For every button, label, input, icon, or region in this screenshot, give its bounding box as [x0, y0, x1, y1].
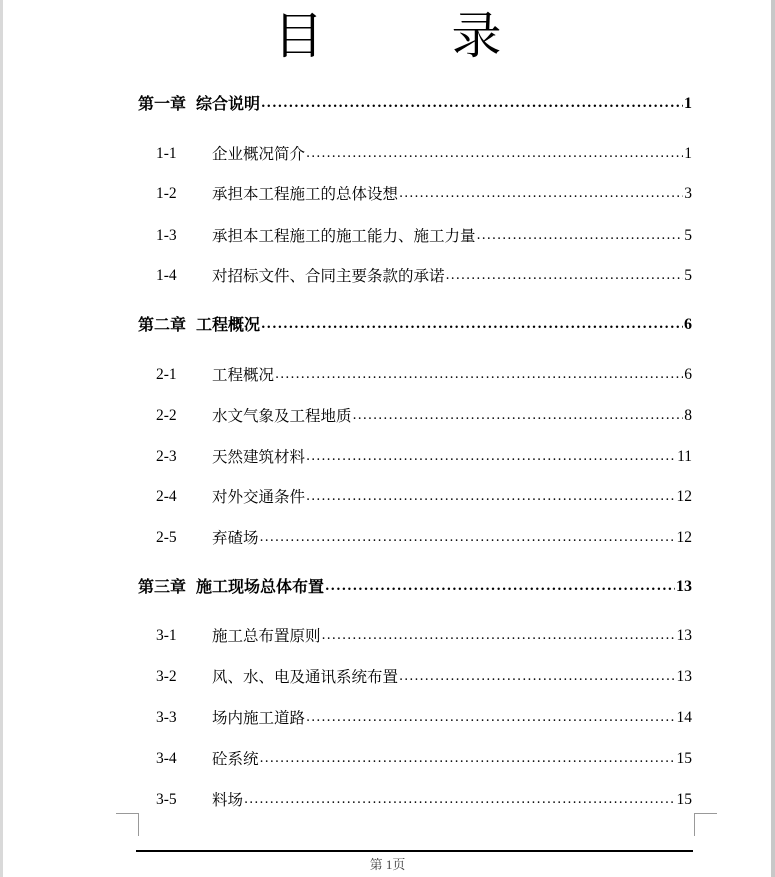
- page-number: 5: [684, 267, 692, 284]
- dot-leader: [322, 626, 676, 646]
- dot-leader: [446, 266, 684, 286]
- dot-leader: [477, 226, 684, 246]
- section-number: 2-2: [156, 407, 177, 424]
- section-number: 3-4: [156, 750, 177, 767]
- page-number: 13: [676, 578, 692, 595]
- section-number: 1-2: [156, 185, 177, 202]
- toc-entry-1-1[interactable]: [138, 142, 692, 164]
- page-number: 1: [684, 145, 692, 162]
- section-label: 弃碴场: [212, 529, 259, 547]
- page-number: 11: [677, 448, 692, 465]
- section-label: 风、水、电及通讯系统布置: [212, 668, 399, 686]
- crop-mark-left: [116, 813, 139, 836]
- section-label: 料场: [212, 791, 244, 809]
- section-label: 工程概况: [212, 366, 275, 384]
- page-number: 15: [676, 750, 692, 767]
- page-number: 8: [684, 407, 692, 424]
- chapter-number: 第三章: [138, 577, 187, 596]
- section-number: 2-4: [156, 488, 177, 505]
- dot-leader: [260, 528, 676, 548]
- toc-entry-2-2[interactable]: [138, 404, 692, 426]
- chapter-number: 第一章: [138, 94, 187, 113]
- dot-leader: [353, 406, 684, 426]
- toc-chapter-3[interactable]: [138, 575, 692, 597]
- section-number: 1-1: [156, 145, 177, 162]
- section-number: 2-3: [156, 448, 177, 465]
- section-label: 砼系统: [212, 750, 259, 768]
- toc-entry-1-3[interactable]: [138, 224, 692, 246]
- section-label: 对外交通条件: [212, 488, 306, 506]
- dot-leader: [260, 749, 676, 769]
- toc-entry-1-4[interactable]: [138, 264, 692, 286]
- section-label: 承担本工程施工的总体设想: [212, 185, 399, 203]
- page-number: 14: [676, 709, 692, 726]
- section-label: 水文气象及工程地质: [212, 407, 352, 425]
- page-number: 1: [684, 95, 692, 112]
- toc-entry-3-3[interactable]: [138, 706, 692, 728]
- section-number: 3-2: [156, 668, 177, 685]
- page-number: 3: [684, 185, 692, 202]
- page-number: 15: [676, 791, 692, 808]
- toc-entry-3-5[interactable]: [138, 788, 692, 810]
- dot-leader: [306, 708, 675, 728]
- toc-entry-1-2[interactable]: [138, 182, 692, 204]
- footer-page-number: 第 1页: [369, 857, 406, 872]
- toc-entry-2-5[interactable]: [138, 526, 692, 548]
- page-number: 6: [684, 316, 692, 333]
- page-number: 12: [676, 529, 692, 546]
- section-label: 天然建筑材料: [212, 448, 306, 466]
- toc-entry-3-2[interactable]: [138, 665, 692, 687]
- dot-leader: [275, 365, 683, 385]
- section-number: 3-3: [156, 709, 177, 726]
- dot-leader: [399, 667, 675, 687]
- toc-chapter-2[interactable]: [138, 313, 692, 335]
- page-number: 12: [676, 488, 692, 505]
- dot-leader: [399, 184, 683, 204]
- section-label: 对招标文件、合同主要条款的承诺: [212, 267, 445, 285]
- section-number: 2-5: [156, 529, 177, 546]
- page-number: 13: [676, 627, 692, 644]
- section-label: 企业概况简介: [212, 145, 306, 163]
- section-label: 承担本工程施工的施工能力、施工力量: [212, 227, 476, 245]
- page-number: 5: [684, 227, 692, 244]
- dot-leader: [261, 94, 683, 114]
- toc-chapter-1[interactable]: [138, 92, 692, 114]
- dot-leader: [306, 144, 683, 164]
- dot-leader: [261, 315, 683, 335]
- chapter-name: 施工现场总体布置: [196, 577, 325, 596]
- chapter-name: 综合说明: [196, 94, 261, 113]
- crop-mark-right: [694, 813, 717, 836]
- footer-rule: [136, 850, 693, 852]
- page-number: 13: [676, 668, 692, 685]
- toc-entry-3-4[interactable]: [138, 747, 692, 769]
- section-number: 2-1: [156, 366, 177, 383]
- section-number: 1-4: [156, 267, 177, 284]
- section-label: 施工总布置原则: [212, 627, 321, 645]
- dot-leader: [244, 790, 675, 810]
- chapter-name: 工程概况: [196, 315, 261, 334]
- page-number: 6: [684, 366, 692, 383]
- toc-entry-3-1[interactable]: [138, 624, 692, 646]
- dot-leader: [306, 487, 675, 507]
- section-label: 场内施工道路: [212, 709, 306, 727]
- toc-entry-2-3[interactable]: [138, 445, 692, 467]
- toc-title: 目 录: [273, 7, 558, 65]
- chapter-number: 第二章: [138, 315, 187, 334]
- toc-entry-2-1[interactable]: [138, 363, 692, 385]
- section-number: 1-3: [156, 227, 177, 244]
- dot-leader: [306, 447, 676, 467]
- section-number: 3-5: [156, 791, 177, 808]
- toc-entry-2-4[interactable]: [138, 485, 692, 507]
- dot-leader: [325, 577, 675, 597]
- section-number: 3-1: [156, 627, 177, 644]
